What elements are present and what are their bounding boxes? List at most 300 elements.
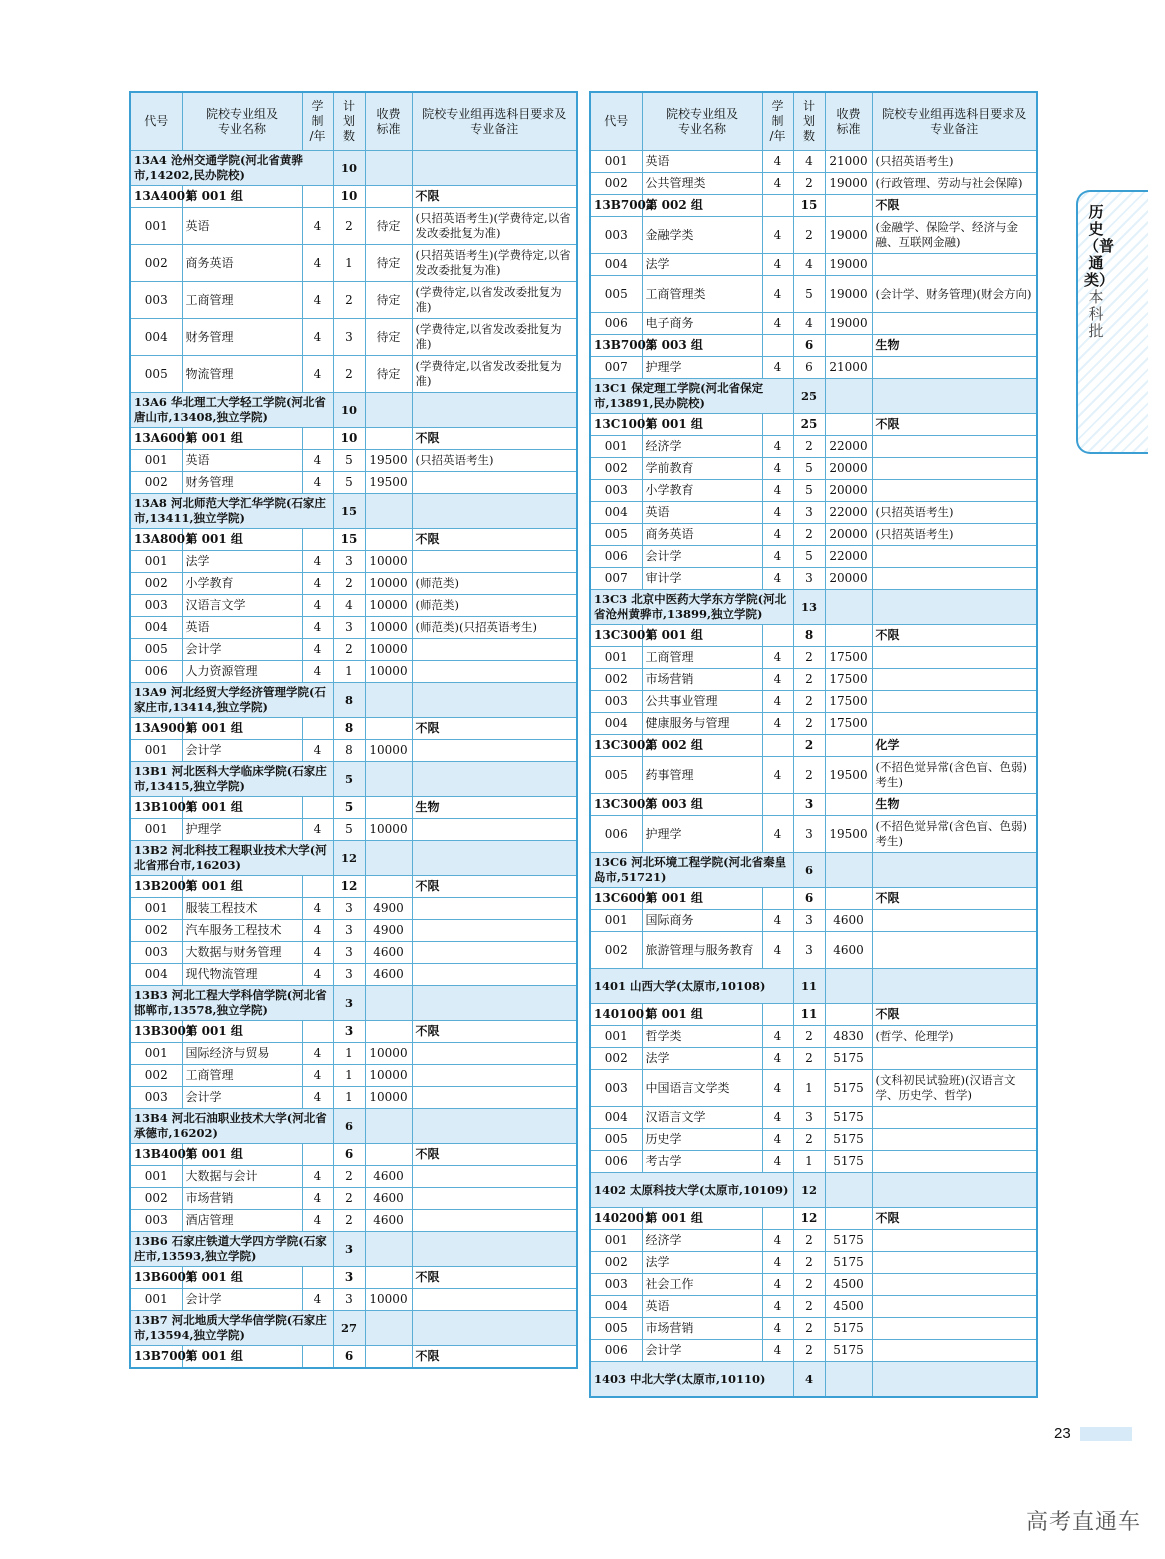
major-name: 药事管理 bbox=[642, 757, 762, 794]
major-fee: 5175 bbox=[825, 1340, 872, 1362]
group-row bbox=[130, 428, 577, 450]
institution-name: 河北工程大学科信学院(河北省邯郸市,13578,独立学院) bbox=[134, 988, 327, 1017]
major-fee: 22000 bbox=[825, 436, 872, 458]
admission-table-left bbox=[129, 91, 578, 1369]
group-plan: 6 bbox=[793, 335, 825, 357]
major-code: 001 bbox=[130, 551, 182, 573]
institution-note bbox=[872, 1173, 1037, 1208]
major-row bbox=[130, 1087, 577, 1109]
institution-name: 河北科技工程职业技术大学(河北省邢台市,16203) bbox=[134, 843, 327, 872]
major-plan: 2 bbox=[333, 208, 365, 245]
major-name: 商务英语 bbox=[182, 245, 302, 282]
institution-note bbox=[872, 1362, 1037, 1398]
institution-code: 13A8 bbox=[134, 496, 167, 510]
major-plan: 1 bbox=[793, 1070, 825, 1107]
major-fee: 19000 bbox=[825, 276, 872, 313]
group-subject-requirement: 生物 bbox=[872, 794, 1037, 816]
major-row bbox=[590, 647, 1037, 669]
major-plan: 1 bbox=[333, 245, 365, 282]
major-plan: 2 bbox=[793, 669, 825, 691]
major-note bbox=[872, 1107, 1037, 1129]
major-note: (师范类) bbox=[412, 595, 577, 617]
group-years bbox=[302, 797, 333, 819]
group-fee bbox=[825, 1004, 872, 1026]
major-fee: 17500 bbox=[825, 647, 872, 669]
major-years: 4 bbox=[762, 1340, 793, 1362]
group-plan: 12 bbox=[333, 876, 365, 898]
major-years: 4 bbox=[302, 1043, 333, 1065]
group-row bbox=[590, 794, 1037, 816]
major-code: 002 bbox=[590, 458, 642, 480]
major-code: 004 bbox=[130, 319, 182, 356]
group-row bbox=[590, 625, 1037, 647]
institution-note bbox=[412, 1109, 577, 1144]
group-plan: 8 bbox=[793, 625, 825, 647]
group-fee bbox=[825, 794, 872, 816]
institution-note bbox=[872, 969, 1037, 1004]
major-code: 001 bbox=[590, 436, 642, 458]
page-number: 23 bbox=[1054, 1425, 1071, 1442]
major-note bbox=[872, 458, 1037, 480]
admission-table-right bbox=[589, 91, 1038, 1398]
major-code: 003 bbox=[130, 1210, 182, 1232]
major-years: 4 bbox=[762, 254, 793, 276]
major-years: 4 bbox=[762, 757, 793, 794]
institution-code: 13B3 bbox=[134, 988, 168, 1002]
major-fee: 4600 bbox=[365, 1166, 412, 1188]
major-note bbox=[872, 910, 1037, 932]
major-code: 003 bbox=[590, 217, 642, 254]
major-fee: 22000 bbox=[825, 502, 872, 524]
major-plan: 3 bbox=[793, 1107, 825, 1129]
institution-cell bbox=[590, 590, 793, 625]
major-row bbox=[130, 819, 577, 841]
institution-code: 13A6 bbox=[134, 395, 167, 409]
major-plan: 2 bbox=[793, 217, 825, 254]
major-name: 会计学 bbox=[182, 1289, 302, 1311]
major-note bbox=[412, 639, 577, 661]
institution-code: 1401 bbox=[594, 978, 627, 993]
major-years: 4 bbox=[302, 245, 333, 282]
major-note bbox=[872, 713, 1037, 735]
major-years: 4 bbox=[762, 1048, 793, 1070]
major-fee: 19500 bbox=[825, 757, 872, 794]
group-plan: 6 bbox=[333, 1346, 365, 1368]
major-years: 4 bbox=[302, 573, 333, 595]
group-plan: 5 bbox=[333, 797, 365, 819]
institution-row bbox=[130, 841, 577, 876]
group-years bbox=[762, 335, 793, 357]
major-fee: 5175 bbox=[825, 1252, 872, 1274]
institution-name: 保定理工学院(河北省保定市,13891,民办院校) bbox=[594, 381, 764, 410]
group-code: 13C1001 bbox=[590, 414, 642, 436]
major-note bbox=[872, 1048, 1037, 1070]
major-note: (只招英语考生)(学费待定,以省发改委批复为准) bbox=[412, 208, 577, 245]
major-row bbox=[590, 1026, 1037, 1048]
major-row bbox=[130, 1289, 577, 1311]
major-note bbox=[412, 1289, 577, 1311]
institution-fee bbox=[365, 494, 412, 529]
major-note: (文科初民试验班)(汉语言文学、历史学、哲学) bbox=[872, 1070, 1037, 1107]
major-row bbox=[590, 276, 1037, 313]
major-fee: 21000 bbox=[825, 151, 872, 173]
major-name: 公共事业管理 bbox=[642, 691, 762, 713]
institution-row bbox=[130, 762, 577, 797]
group-row bbox=[130, 1267, 577, 1289]
major-plan: 3 bbox=[333, 964, 365, 986]
group-fee bbox=[365, 1144, 412, 1166]
major-name: 经济学 bbox=[642, 436, 762, 458]
major-row bbox=[590, 1129, 1037, 1151]
group-name: 第 001 组 bbox=[642, 414, 762, 436]
major-code: 003 bbox=[590, 1070, 642, 1107]
major-code: 003 bbox=[130, 595, 182, 617]
institution-plan: 6 bbox=[333, 1109, 365, 1144]
institution-name: 河北环境工程学院(河北省秦皇岛市,51721) bbox=[594, 855, 787, 884]
group-years bbox=[762, 625, 793, 647]
major-name: 英语 bbox=[642, 1296, 762, 1318]
institution-row bbox=[590, 1173, 1037, 1208]
major-row bbox=[590, 357, 1037, 379]
major-years: 4 bbox=[302, 898, 333, 920]
group-code: 13C3001 bbox=[590, 625, 642, 647]
header-name: 院校专业组及 专业名称 bbox=[182, 92, 302, 151]
institution-row bbox=[590, 1362, 1037, 1398]
institution-row bbox=[130, 683, 577, 718]
major-note: (学费待定,以省发改委批复为准) bbox=[412, 356, 577, 393]
major-fee: 17500 bbox=[825, 691, 872, 713]
major-code: 004 bbox=[590, 254, 642, 276]
major-name: 会计学 bbox=[642, 1340, 762, 1362]
table-header bbox=[590, 92, 1037, 151]
major-fee: 10000 bbox=[365, 573, 412, 595]
major-years: 4 bbox=[302, 1087, 333, 1109]
major-plan: 5 bbox=[793, 458, 825, 480]
major-note bbox=[872, 1252, 1037, 1274]
major-row bbox=[590, 669, 1037, 691]
major-fee: 10000 bbox=[365, 639, 412, 661]
major-note: (只招英语考生) bbox=[412, 450, 577, 472]
major-plan: 2 bbox=[333, 1188, 365, 1210]
institution-cell bbox=[130, 494, 333, 529]
group-years bbox=[762, 1208, 793, 1230]
group-subject-requirement: 不限 bbox=[412, 1021, 577, 1043]
major-plan: 2 bbox=[793, 1318, 825, 1340]
group-code: 13B7001 bbox=[130, 1346, 182, 1368]
major-years: 4 bbox=[302, 551, 333, 573]
major-years: 4 bbox=[302, 819, 333, 841]
group-name: 第 001 组 bbox=[642, 1004, 762, 1026]
major-fee: 5175 bbox=[825, 1230, 872, 1252]
major-name: 英语 bbox=[182, 617, 302, 639]
major-plan: 2 bbox=[793, 1230, 825, 1252]
group-plan: 3 bbox=[333, 1267, 365, 1289]
major-fee: 10000 bbox=[365, 617, 412, 639]
major-code: 005 bbox=[590, 757, 642, 794]
group-plan: 11 bbox=[793, 1004, 825, 1026]
major-name: 工商管理类 bbox=[642, 276, 762, 313]
major-fee: 5175 bbox=[825, 1318, 872, 1340]
major-note bbox=[872, 932, 1037, 969]
major-fee: 22000 bbox=[825, 546, 872, 568]
institution-cell bbox=[130, 151, 333, 186]
group-years bbox=[302, 876, 333, 898]
major-code: 002 bbox=[590, 669, 642, 691]
group-name: 第 001 组 bbox=[182, 529, 302, 551]
major-years: 4 bbox=[302, 942, 333, 964]
major-name: 旅游管理与服务教育 bbox=[642, 932, 762, 969]
major-name: 法学 bbox=[642, 1252, 762, 1274]
major-name: 大数据与会计 bbox=[182, 1166, 302, 1188]
institution-fee bbox=[365, 986, 412, 1021]
table-body-right bbox=[590, 151, 1037, 1398]
institution-plan: 5 bbox=[333, 762, 365, 797]
institution-cell bbox=[130, 841, 333, 876]
major-note: (不招色觉异常(含色盲、色弱)考生) bbox=[872, 757, 1037, 794]
major-fee: 4600 bbox=[365, 1188, 412, 1210]
major-note bbox=[872, 436, 1037, 458]
major-name: 市场营销 bbox=[642, 1318, 762, 1340]
major-years: 4 bbox=[762, 546, 793, 568]
institution-plan: 10 bbox=[333, 151, 365, 186]
major-note: (师范类) bbox=[412, 573, 577, 595]
major-years: 4 bbox=[762, 458, 793, 480]
group-subject-requirement: 化学 bbox=[872, 735, 1037, 757]
major-note: (学费待定,以省发改委批复为准) bbox=[412, 282, 577, 319]
major-row bbox=[590, 217, 1037, 254]
group-code: 13B3001 bbox=[130, 1021, 182, 1043]
major-note: (师范类)(只招英语考生) bbox=[412, 617, 577, 639]
major-fee: 10000 bbox=[365, 740, 412, 762]
major-plan: 6 bbox=[793, 357, 825, 379]
institution-fee bbox=[365, 1232, 412, 1267]
institution-code: 13B7 bbox=[134, 1313, 168, 1327]
major-name: 会计学 bbox=[182, 1087, 302, 1109]
group-plan: 6 bbox=[793, 888, 825, 910]
major-code: 001 bbox=[130, 1043, 182, 1065]
group-years bbox=[302, 1346, 333, 1368]
major-name: 金融学类 bbox=[642, 217, 762, 254]
major-code: 001 bbox=[130, 898, 182, 920]
institution-cell bbox=[130, 762, 333, 797]
major-code: 002 bbox=[590, 173, 642, 195]
group-years bbox=[302, 428, 333, 450]
major-row bbox=[130, 1166, 577, 1188]
major-code: 005 bbox=[590, 1129, 642, 1151]
group-row bbox=[590, 888, 1037, 910]
major-plan: 2 bbox=[793, 1296, 825, 1318]
institution-row bbox=[130, 494, 577, 529]
major-code: 002 bbox=[130, 472, 182, 494]
major-fee: 19000 bbox=[825, 313, 872, 335]
group-subject-requirement: 不限 bbox=[412, 186, 577, 208]
group-name: 第 002 组 bbox=[642, 195, 762, 217]
major-years: 4 bbox=[762, 713, 793, 735]
group-code: 13B7003 bbox=[590, 335, 642, 357]
major-fee: 4600 bbox=[365, 964, 412, 986]
major-name: 英语 bbox=[182, 208, 302, 245]
major-plan: 2 bbox=[793, 691, 825, 713]
group-plan: 25 bbox=[793, 414, 825, 436]
major-plan: 2 bbox=[333, 1210, 365, 1232]
major-code: 004 bbox=[590, 1296, 642, 1318]
group-row bbox=[130, 529, 577, 551]
group-fee bbox=[365, 1346, 412, 1368]
major-code: 007 bbox=[590, 357, 642, 379]
major-plan: 8 bbox=[333, 740, 365, 762]
major-years: 4 bbox=[302, 1065, 333, 1087]
major-years: 4 bbox=[302, 617, 333, 639]
major-name: 法学 bbox=[642, 1048, 762, 1070]
major-years: 4 bbox=[762, 217, 793, 254]
major-note: (只招英语考生) bbox=[872, 524, 1037, 546]
group-fee bbox=[825, 335, 872, 357]
major-row bbox=[130, 639, 577, 661]
institution-note bbox=[412, 683, 577, 718]
group-code: 13B1001 bbox=[130, 797, 182, 819]
major-code: 005 bbox=[590, 524, 642, 546]
group-plan: 15 bbox=[793, 195, 825, 217]
institution-row bbox=[130, 986, 577, 1021]
major-note bbox=[872, 1274, 1037, 1296]
major-note bbox=[412, 1087, 577, 1109]
major-years: 4 bbox=[302, 661, 333, 683]
major-fee: 4500 bbox=[825, 1296, 872, 1318]
major-code: 001 bbox=[590, 1230, 642, 1252]
major-row bbox=[130, 1043, 577, 1065]
group-name: 第 001 组 bbox=[182, 1021, 302, 1043]
major-years: 4 bbox=[762, 1296, 793, 1318]
group-code: 13B2001 bbox=[130, 876, 182, 898]
major-row bbox=[590, 1151, 1037, 1173]
group-row bbox=[130, 797, 577, 819]
major-years: 4 bbox=[762, 669, 793, 691]
major-plan: 2 bbox=[793, 1026, 825, 1048]
major-code: 001 bbox=[590, 647, 642, 669]
major-fee: 10000 bbox=[365, 1043, 412, 1065]
major-note: (会计学、财务管理)(财会方向) bbox=[872, 276, 1037, 313]
institution-cell bbox=[130, 393, 333, 428]
group-name: 第 001 组 bbox=[642, 888, 762, 910]
group-fee bbox=[825, 1208, 872, 1230]
major-name: 物流管理 bbox=[182, 356, 302, 393]
major-row bbox=[590, 502, 1037, 524]
major-note bbox=[872, 669, 1037, 691]
watermark: 高考直通车 bbox=[1026, 1510, 1142, 1535]
major-note: (学费待定,以省发改委批复为准) bbox=[412, 319, 577, 356]
major-plan: 2 bbox=[793, 713, 825, 735]
group-plan: 10 bbox=[333, 186, 365, 208]
group-fee bbox=[365, 428, 412, 450]
group-plan: 2 bbox=[793, 735, 825, 757]
major-name: 公共管理类 bbox=[642, 173, 762, 195]
group-name: 第 001 组 bbox=[182, 1144, 302, 1166]
major-note bbox=[872, 313, 1037, 335]
group-code: 13A8001 bbox=[130, 529, 182, 551]
major-row bbox=[130, 595, 577, 617]
major-row bbox=[590, 1340, 1037, 1362]
header-name: 院校专业组及 专业名称 bbox=[642, 92, 762, 151]
major-fee: 17500 bbox=[825, 713, 872, 735]
group-years bbox=[762, 1004, 793, 1026]
group-subject-requirement: 不限 bbox=[872, 888, 1037, 910]
major-fee: 5175 bbox=[825, 1070, 872, 1107]
major-row bbox=[130, 551, 577, 573]
major-code: 006 bbox=[590, 816, 642, 853]
institution-row bbox=[590, 379, 1037, 414]
major-name: 汉语言文学 bbox=[642, 1107, 762, 1129]
major-name: 护理学 bbox=[642, 357, 762, 379]
header-note: 院校专业组再选科目要求及 专业备注 bbox=[872, 92, 1037, 151]
group-subject-requirement: 不限 bbox=[412, 718, 577, 740]
major-row bbox=[130, 245, 577, 282]
major-years: 4 bbox=[302, 595, 333, 617]
major-note bbox=[412, 1166, 577, 1188]
institution-plan: 11 bbox=[793, 969, 825, 1004]
major-plan: 2 bbox=[793, 1252, 825, 1274]
institution-fee bbox=[825, 853, 872, 888]
major-plan: 3 bbox=[793, 502, 825, 524]
major-row bbox=[130, 208, 577, 245]
major-name: 商务英语 bbox=[642, 524, 762, 546]
major-row bbox=[590, 313, 1037, 335]
group-name: 第 003 组 bbox=[642, 335, 762, 357]
group-row bbox=[130, 1144, 577, 1166]
institution-cell bbox=[130, 1232, 333, 1267]
group-fee bbox=[365, 1267, 412, 1289]
major-row bbox=[590, 932, 1037, 969]
major-plan: 3 bbox=[333, 920, 365, 942]
major-fee: 20000 bbox=[825, 458, 872, 480]
major-row bbox=[590, 1274, 1037, 1296]
major-note bbox=[872, 1151, 1037, 1173]
group-years bbox=[302, 1144, 333, 1166]
institution-code: 13B6 bbox=[134, 1234, 168, 1248]
major-row bbox=[590, 524, 1037, 546]
major-years: 4 bbox=[762, 647, 793, 669]
major-name: 汉语言文学 bbox=[182, 595, 302, 617]
major-name: 考古学 bbox=[642, 1151, 762, 1173]
major-fee: 待定 bbox=[365, 208, 412, 245]
major-fee: 10000 bbox=[365, 551, 412, 573]
major-code: 001 bbox=[590, 910, 642, 932]
group-subject-requirement: 不限 bbox=[412, 1267, 577, 1289]
major-code: 004 bbox=[590, 713, 642, 735]
institution-plan: 15 bbox=[333, 494, 365, 529]
group-fee bbox=[825, 195, 872, 217]
institution-name: 北京中医药大学东方学院(河北省沧州黄骅市,13899,独立学院) bbox=[594, 592, 787, 621]
group-subject-requirement: 不限 bbox=[872, 414, 1037, 436]
major-row bbox=[590, 1107, 1037, 1129]
major-note bbox=[872, 691, 1037, 713]
major-name: 社会工作 bbox=[642, 1274, 762, 1296]
institution-cell bbox=[590, 1362, 793, 1398]
major-note bbox=[872, 1340, 1037, 1362]
major-code: 004 bbox=[590, 1107, 642, 1129]
major-row bbox=[590, 713, 1037, 735]
group-code: 13C6001 bbox=[590, 888, 642, 910]
group-fee bbox=[365, 876, 412, 898]
group-subject-requirement: 不限 bbox=[412, 529, 577, 551]
major-code: 003 bbox=[130, 942, 182, 964]
group-subject-requirement: 不限 bbox=[412, 428, 577, 450]
group-name: 第 003 组 bbox=[642, 794, 762, 816]
major-code: 005 bbox=[130, 356, 182, 393]
major-code: 002 bbox=[590, 1048, 642, 1070]
institution-note bbox=[412, 841, 577, 876]
major-code: 002 bbox=[130, 1188, 182, 1210]
institution-note bbox=[412, 494, 577, 529]
